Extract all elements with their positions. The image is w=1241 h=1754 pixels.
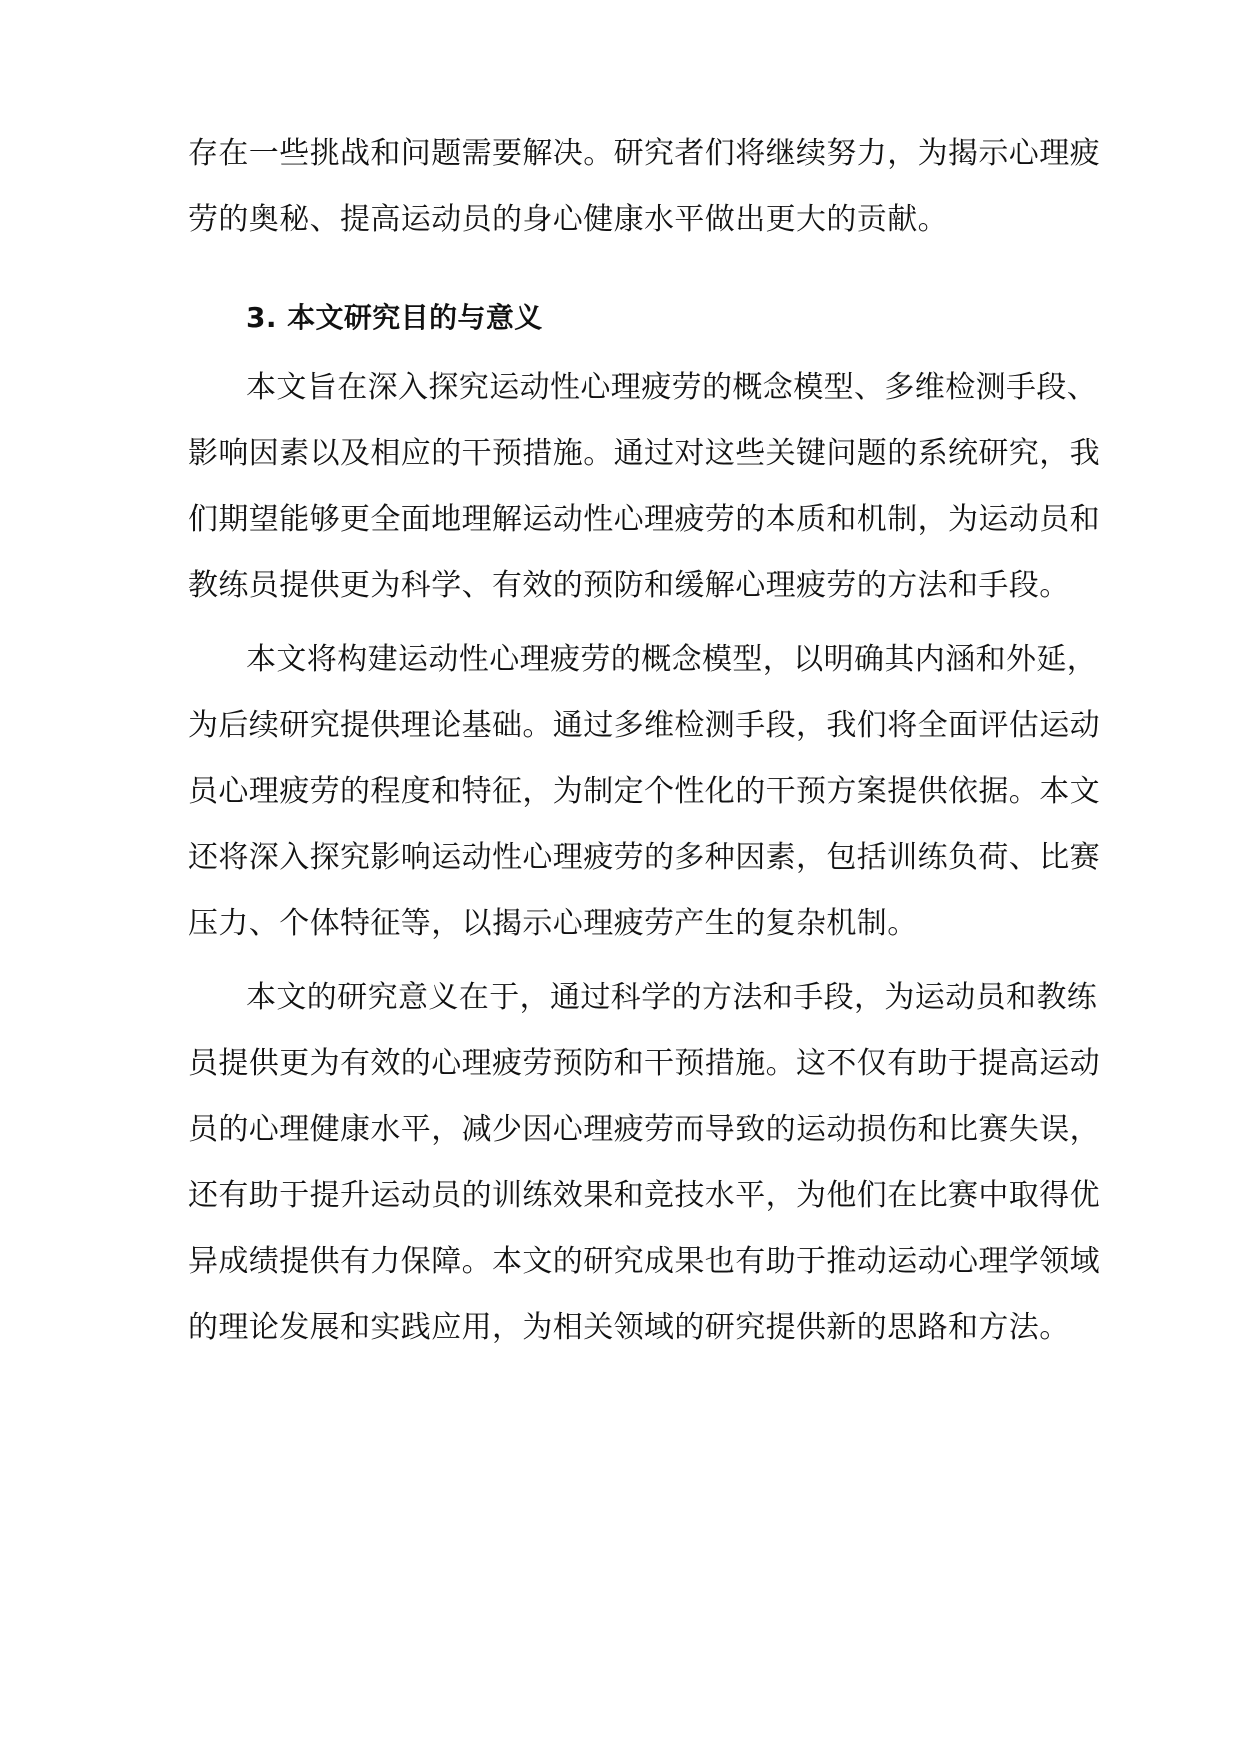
section-heading: 3. 本文研究目的与意义 [246,301,543,334]
paragraph-3-line-4: 还有助于提升运动员的训练效果和竞技水平，为他们在比赛中取得优 [188,1178,1100,1213]
paragraph-3-line-1: 本文的研究意义在于，通过科学的方法和手段，为运动员和教练 [246,980,1098,1015]
paragraph-1-line-4: 教练员提供更为科学、有效的预防和缓解心理疲劳的方法和手段。 [188,568,1070,603]
paragraph-3-line-2: 员提供更为有效的心理疲劳预防和干预措施。这不仅有助于提高运动 [188,1046,1100,1081]
paragraph-1-line-1: 本文旨在深入探究运动性心理疲劳的概念模型、多维检测手段、 [246,370,1098,405]
paragraph-3-line-6: 的理论发展和实践应用，为相关领域的研究提供新的思路和方法。 [188,1310,1070,1345]
paragraph-3-line-3: 员的心理健康水平，减少因心理疲劳而导致的运动损伤和比赛失误， [188,1112,1100,1147]
intro-line-2: 劳的奥秘、提高运动员的身心健康水平做出更大的贡献。 [188,202,948,237]
paragraph-2-line-1: 本文将构建运动性心理疲劳的概念模型，以明确其内涵和外延， [246,642,1098,677]
paragraph-1-line-2: 影响因素以及相应的干预措施。通过对这些关键问题的系统研究，我 [188,436,1100,471]
paragraph-2-line-4: 还将深入探究影响运动性心理疲劳的多种因素，包括训练负荷、比赛 [188,840,1100,875]
paragraph-1-line-3: 们期望能够更全面地理解运动性心理疲劳的本质和机制，为运动员和 [188,502,1100,537]
paragraph-2-line-5: 压力、个体特征等，以揭示心理疲劳产生的复杂机制。 [188,906,918,941]
intro-line-1: 存在一些挑战和问题需要解决。研究者们将继续努力，为揭示心理疲 [188,136,1100,171]
paragraph-2-line-3: 员心理疲劳的程度和特征，为制定个性化的干预方案提供依据。本文 [188,774,1100,809]
paragraph-3-line-5: 异成绩提供有力保障。本文的研究成果也有助于推动运动心理学领域 [188,1244,1100,1279]
paragraph-2-line-2: 为后续研究提供理论基础。通过多维检测手段，我们将全面评估运动 [188,708,1100,743]
